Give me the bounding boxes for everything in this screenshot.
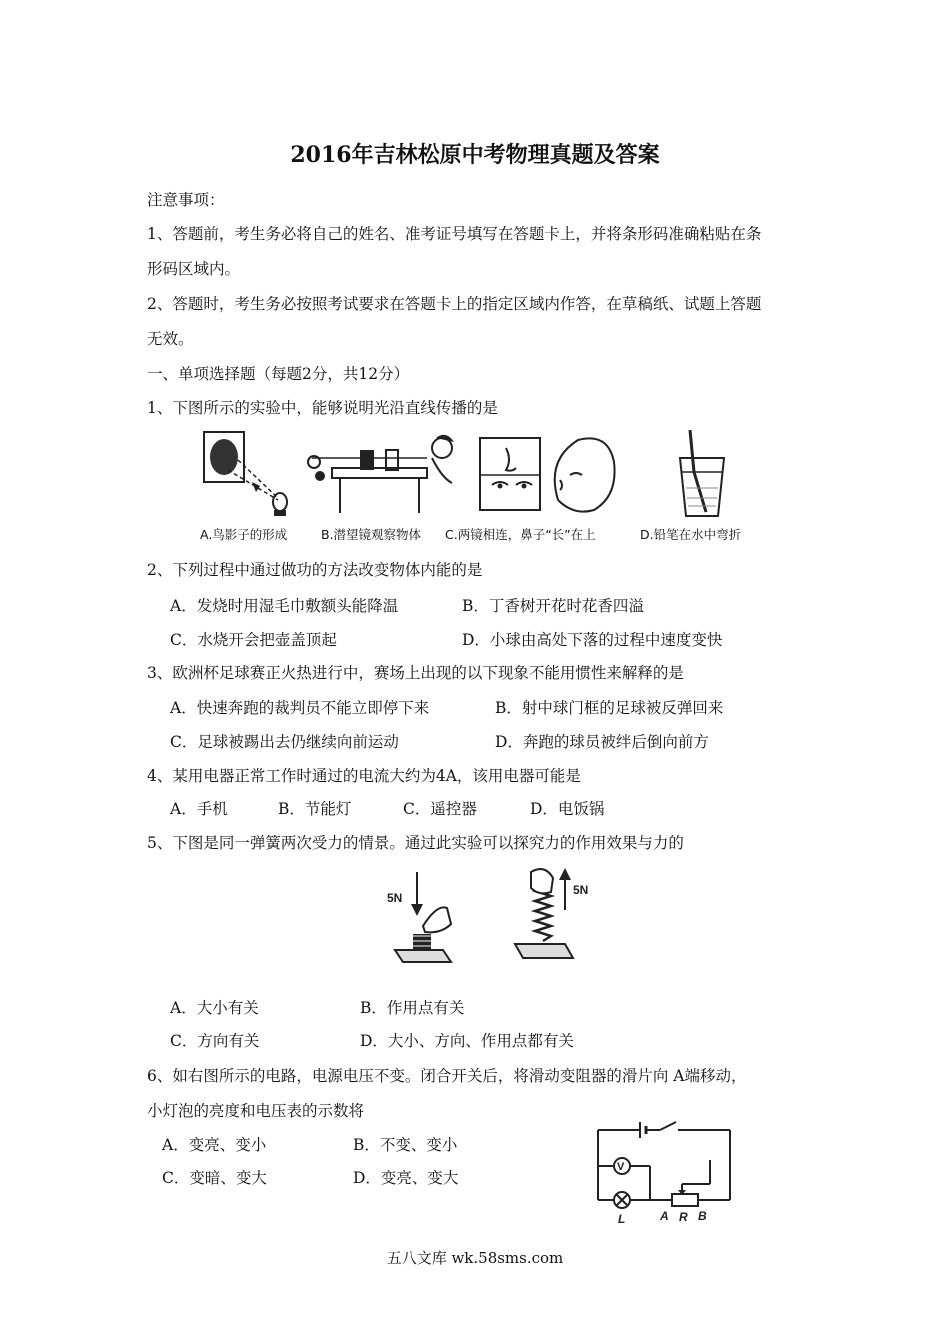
q4-option-c: C．遥控器 — [403, 800, 477, 818]
q6-option-c: C．变暗、变大 — [162, 1169, 267, 1187]
end-b-label: B — [698, 1209, 707, 1223]
voltmeter-label: V — [617, 1161, 625, 1173]
lamp-label: L — [618, 1212, 626, 1225]
q2-stem: 2、下列过程中通过做功的方法改变物体内能的是 — [147, 561, 483, 579]
q2-option-c: C．水烧开会把壶盖顶起 — [170, 631, 337, 649]
q5-option-c: C．方向有关 — [170, 1032, 260, 1050]
q1-stem: 1、下图所示的实验中，能够说明光沿直线传播的是 — [147, 399, 498, 417]
q5-force-right-label: 5N — [573, 883, 589, 897]
q1-figure-a — [198, 430, 298, 520]
q6-option-b: B．不变、变小 — [353, 1136, 458, 1154]
q5-stem: 5、下图是同一弹簧两次受力的情景。通过此实验可以探究力的作用效果与力的 — [147, 834, 684, 852]
q2-option-b: B．丁香树开花时花香四溢 — [462, 597, 644, 615]
notice-item-1a: 1、答题前，考生务必将自己的姓名、准考证号填写在答题卡上，并将条形码准确粘贴在条 — [147, 225, 762, 243]
q6-option-d: D．变亮、变大 — [353, 1169, 459, 1187]
q1-figure-b — [302, 428, 462, 518]
q4-option-b: B．节能灯 — [278, 800, 352, 818]
q1-caption-a: A.鸟影子的形成 — [200, 527, 288, 542]
q1-figure-c — [478, 430, 618, 520]
notice-item-1b: 形码区域内。 — [147, 260, 241, 278]
q4-option-a: A．手机 — [170, 800, 228, 818]
rheostat-label: R — [679, 1210, 688, 1224]
q1-caption-b: B.潜望镜观察物体 — [321, 527, 422, 542]
q3-stem: 3、欧洲杯足球赛正火热进行中，赛场上出现的以下现象不能用惯性来解释的是 — [147, 664, 684, 682]
q5-option-a: A．大小有关 — [170, 999, 259, 1017]
notice-item-2a: 2、答题时，考生务必按照考试要求在答题卡上的指定区域内作答，在草稿纸、试题上答题 — [147, 295, 762, 313]
q1-figure-d — [672, 428, 732, 523]
q2-option-d: D．小球由高处下落的过程中速度变快 — [462, 631, 723, 649]
q3-option-b: B．射中球门框的足球被反弹回来 — [495, 699, 724, 717]
section-1-heading: 一、单项选择题（每题2分，共12分） — [147, 365, 410, 383]
q1-caption-c: C.两镜相连，鼻子“长”在上 — [445, 527, 596, 542]
q5-option-d: D．大小、方向、作用点都有关 — [360, 1032, 574, 1050]
notice-heading: 注意事项： — [147, 191, 225, 209]
q5-force-left-label: 5N — [387, 891, 403, 905]
q3-option-a: A．快速奔跑的裁判员不能立即停下来 — [170, 699, 430, 717]
q5-option-b: B．作用点有关 — [360, 999, 465, 1017]
q4-stem: 4、某用电器正常工作时通过的电流大约为4A，该用电器可能是 — [147, 767, 581, 785]
q3-option-d: D．奔跑的球员被绊后倒向前方 — [495, 733, 709, 751]
page-title: 2016年吉林松原中考物理真题及答案 — [290, 142, 660, 168]
footer: 五八文库 wk.58sms.com — [386, 1249, 564, 1267]
end-a-label: A — [660, 1209, 669, 1223]
notice-item-2b: 无效。 — [147, 330, 194, 348]
q4-option-d: D．电饭锅 — [530, 800, 605, 818]
q1-caption-d: D.铅笔在水中弯折 — [640, 527, 742, 542]
q6-stem-a: 6、如右图所示的电路，电源电压不变。闭合开关后，将滑动变阻器的滑片向 A端移动， — [147, 1067, 747, 1085]
q2-option-a: A．发烧时用湿毛巾敷额头能降温 — [170, 597, 399, 615]
q3-option-c: C．足球被踢出去仍继续向前运动 — [170, 733, 399, 751]
q6-option-a: A．变亮、变小 — [162, 1136, 267, 1154]
q6-circuit-diagram — [590, 1120, 760, 1225]
q6-stem-b: 小灯泡的亮度和电压表的示数将 — [147, 1102, 365, 1120]
q5-figure-spring — [383, 866, 593, 976]
